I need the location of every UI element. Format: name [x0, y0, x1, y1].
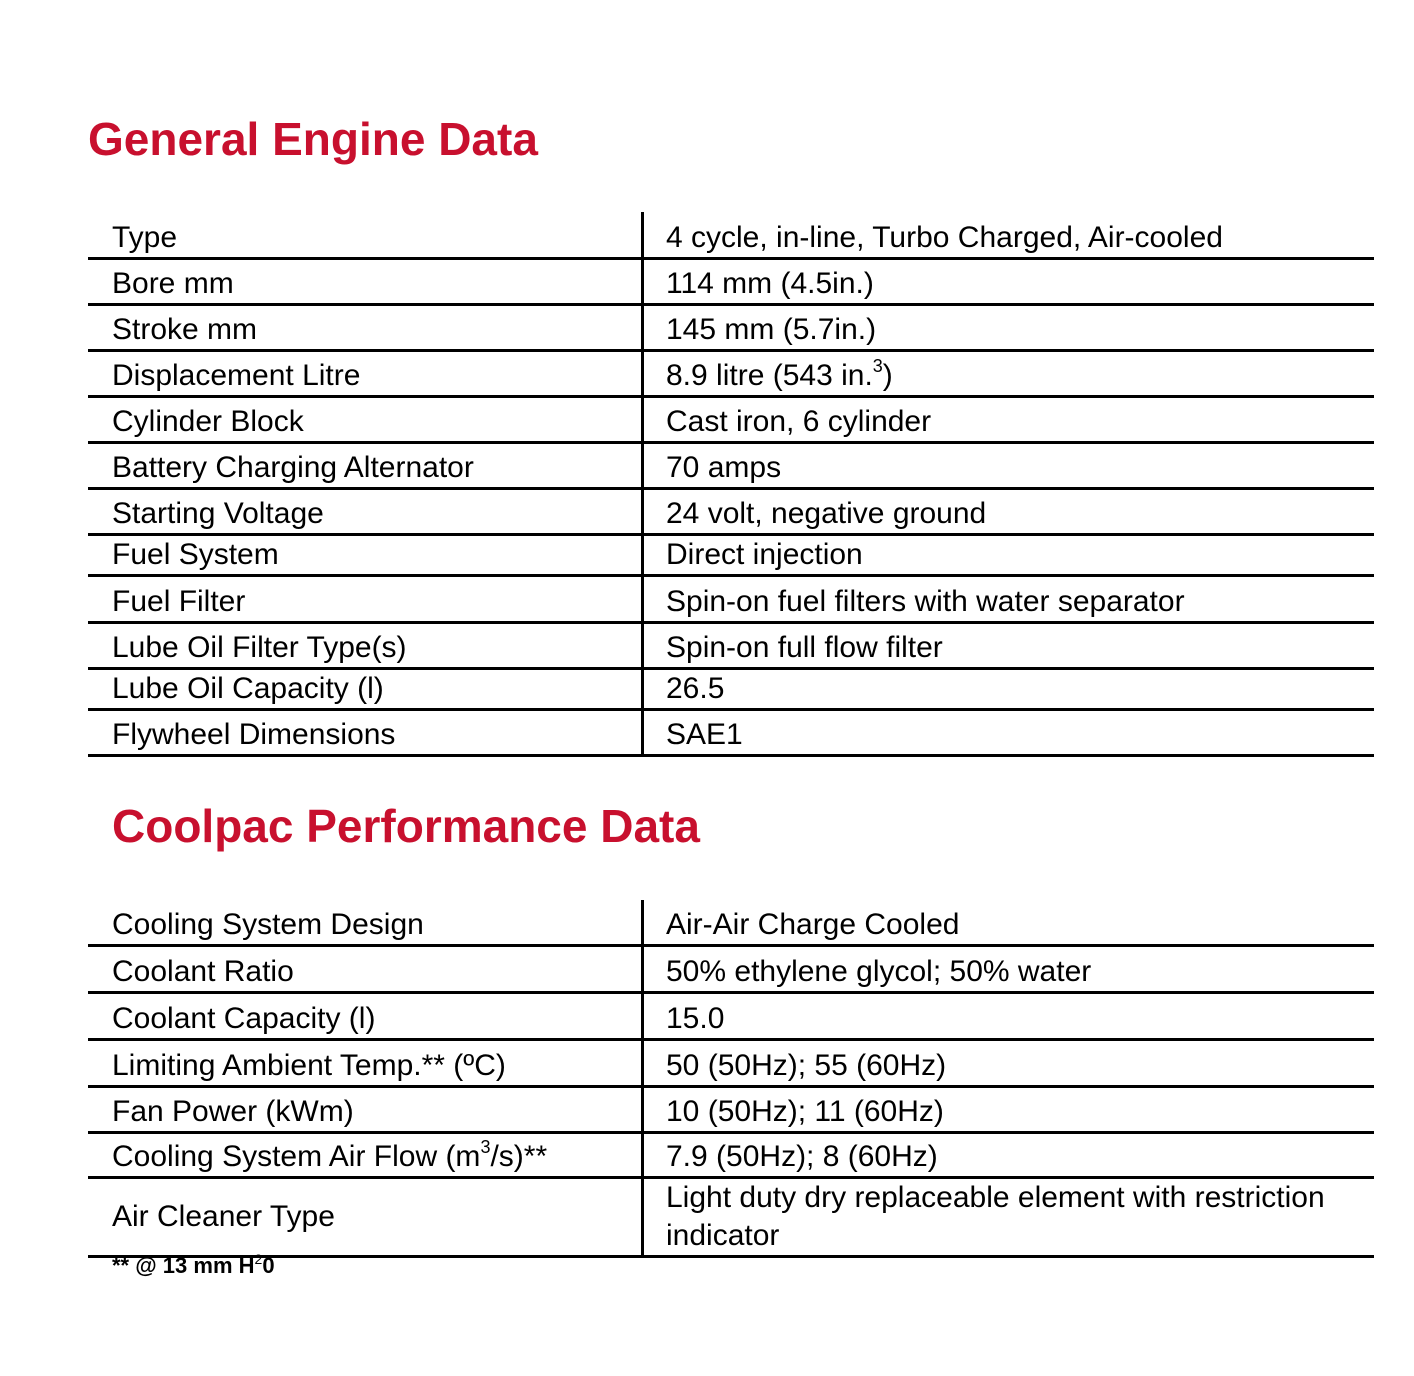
- row-label: Fuel System: [88, 534, 643, 575]
- row-value: SAE1: [643, 709, 1375, 755]
- coolpac-performance-data-table: [88, 900, 1374, 1258]
- row-value: 70 amps: [643, 442, 1375, 488]
- table-row: [88, 534, 1374, 575]
- table-row: [88, 622, 1374, 668]
- row-value: Cast iron, 6 cylinder: [643, 396, 1375, 442]
- row-label: Bore mm: [88, 258, 643, 304]
- row-value: Light duty dry replaceable element with restriction indicator: [643, 1177, 1375, 1256]
- row-label: Limiting Ambient Temp.** (ºC): [88, 1039, 643, 1086]
- table-row: [88, 488, 1374, 534]
- row-value: 50% ethylene glycol; 50% water: [643, 945, 1375, 992]
- row-value: 26.5: [643, 668, 1375, 709]
- row-label: Cooling System Design: [88, 900, 643, 945]
- footnote: ** @ 13 mm $H^20$: [112, 1251, 275, 1278]
- table-row: [88, 258, 1374, 304]
- table-row: [88, 709, 1374, 755]
- row-label: Flywheel Dimensions: [88, 709, 643, 755]
- row-value: Air-Air Charge Cooled: [643, 900, 1375, 945]
- row-label: Fuel Filter: [88, 575, 643, 622]
- table-row: [88, 900, 1374, 945]
- row-value: 7.9 (50Hz); 8 (60Hz): [643, 1132, 1375, 1177]
- table-row: [88, 668, 1374, 709]
- table-row: [88, 1039, 1374, 1086]
- table-row: [88, 992, 1374, 1039]
- row-label: Coolant Capacity (l): [88, 992, 643, 1039]
- row-value: 145 mm (5.7in.): [643, 304, 1375, 350]
- row-value: 10 (50Hz); 11 (60Hz): [643, 1086, 1375, 1132]
- row-value: 8.9 litre (543 in.$^3$): [643, 350, 1375, 396]
- table-row: [88, 1132, 1374, 1177]
- row-label: Cooling System Air Flow $(m^3/s)**$: [88, 1132, 643, 1177]
- table-row: [88, 396, 1374, 442]
- row-value: 15.0: [643, 992, 1375, 1039]
- row-label: Type: [88, 212, 643, 258]
- row-label: Stroke mm: [88, 304, 643, 350]
- row-label: Coolant Ratio: [88, 945, 643, 992]
- table-row: [88, 212, 1374, 258]
- row-label: Cylinder Block: [88, 396, 643, 442]
- coolpac-performance-data-title: Coolpac Performance Data: [112, 800, 700, 852]
- table-row: [88, 442, 1374, 488]
- row-value: 114 mm (4.5in.): [643, 258, 1375, 304]
- table-row: [88, 304, 1374, 350]
- table-row: [88, 1177, 1374, 1256]
- row-value: 50 (50Hz); 55 (60Hz): [643, 1039, 1375, 1086]
- row-label: Displacement Litre: [88, 350, 643, 396]
- row-value: Spin-on fuel filters with water separator: [643, 575, 1375, 622]
- general-engine-data-title: General Engine Data: [88, 113, 538, 165]
- general-engine-data-table: [88, 212, 1374, 757]
- row-label: Air Cleaner Type: [88, 1177, 643, 1256]
- row-value: 24 volt, negative ground: [643, 488, 1375, 534]
- row-label: Starting Voltage: [88, 488, 643, 534]
- row-value: Direct injection: [643, 534, 1375, 575]
- table-row: [88, 1086, 1374, 1132]
- row-label: Lube Oil Filter Type(s): [88, 622, 643, 668]
- row-value: Spin-on full flow filter: [643, 622, 1375, 668]
- row-label: Fan Power (kWm): [88, 1086, 643, 1132]
- table-row: [88, 575, 1374, 622]
- table-row: [88, 945, 1374, 992]
- table-row: [88, 350, 1374, 396]
- row-label: Battery Charging Alternator: [88, 442, 643, 488]
- row-value: 4 cycle, in-line, Turbo Charged, Air-cooled: [643, 212, 1375, 258]
- row-label: Lube Oil Capacity (l): [88, 668, 643, 709]
